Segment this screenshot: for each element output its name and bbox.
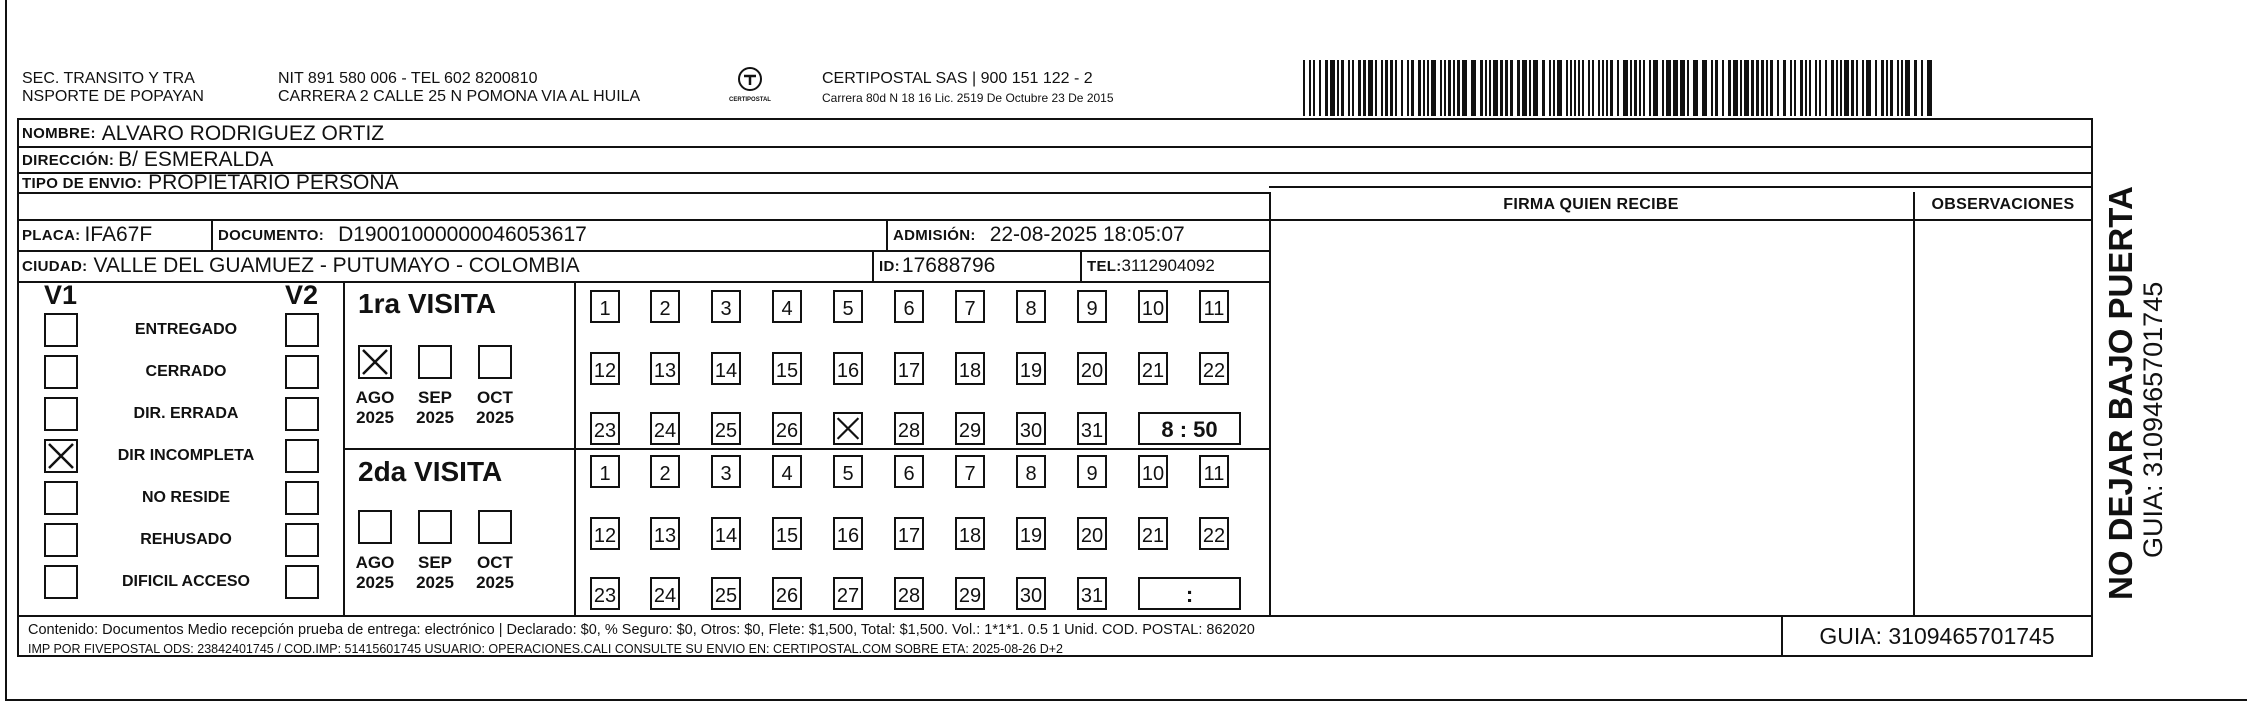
barcode-bar xyxy=(1756,60,1759,116)
tipo-envio-label: TIPO DE ENVIO: xyxy=(22,174,143,192)
barcode-bar xyxy=(1606,60,1608,116)
day-cell[interactable]: 4 xyxy=(772,290,802,323)
direccion-row xyxy=(22,148,273,172)
barcode-bar xyxy=(1411,60,1414,116)
row-divider xyxy=(17,146,2093,148)
day-cell[interactable]: 11 xyxy=(1199,290,1229,323)
v1-label: V1 xyxy=(44,280,78,310)
day-cell[interactable]: 9 xyxy=(1077,455,1107,488)
admision-value: 22-08-2025 18:05:07 xyxy=(989,223,1185,246)
month-name: AGO xyxy=(355,553,395,572)
barcode-bar xyxy=(1901,60,1903,116)
placa-label: PLACA: xyxy=(22,226,81,244)
barcode-bar xyxy=(1566,60,1568,116)
barcode-bar xyxy=(1385,60,1388,116)
company-line1: CERTIPOSTAL SAS | 900 151 122 - 2 xyxy=(822,70,1093,87)
barcode-bar xyxy=(1549,60,1551,116)
barcode-bar xyxy=(1866,60,1871,116)
day-cell[interactable]: 11 xyxy=(1199,455,1229,488)
v2-checkbox[interactable] xyxy=(285,565,319,599)
barcode-bar xyxy=(1500,60,1503,116)
nombre-label: NOMBRE: xyxy=(22,125,96,142)
day-cell[interactable]: 7 xyxy=(955,290,985,323)
barcode-bar xyxy=(1790,60,1792,116)
barcode-bar xyxy=(1890,60,1893,116)
barcode-bar xyxy=(1740,60,1742,116)
month-name: SEP xyxy=(417,553,453,572)
tipo-envio-row xyxy=(22,171,399,194)
barcode-bar xyxy=(1840,60,1842,116)
day-cell[interactable]: 29 xyxy=(955,577,985,610)
month-year: 2025 xyxy=(356,573,394,592)
barcode-bar xyxy=(1341,60,1344,116)
barcode-bar xyxy=(1423,60,1425,116)
barcode-bar xyxy=(1493,60,1498,116)
row-divider xyxy=(1269,186,2093,188)
barcode-bar xyxy=(1715,60,1718,116)
barcode-bar xyxy=(1602,60,1604,116)
day-cell[interactable]: 14 xyxy=(711,517,741,550)
side-guia: GUIA: 3109465701745 xyxy=(2138,281,2168,558)
day-cell[interactable]: 22 xyxy=(1199,352,1229,385)
v1-checkbox[interactable] xyxy=(44,565,78,599)
day-cell[interactable]: 23 xyxy=(590,412,620,445)
barcode-bar xyxy=(1368,60,1373,116)
barcode-bar xyxy=(1630,60,1632,116)
day-cell[interactable]: 4 xyxy=(772,455,802,488)
barcode-bar xyxy=(1517,60,1520,116)
v2-checkbox[interactable] xyxy=(285,397,319,431)
id-value: 17688796 xyxy=(901,254,996,277)
ciudad-row xyxy=(22,251,580,281)
day-cell[interactable]: 31 xyxy=(1077,577,1107,610)
day-cell[interactable]: 25 xyxy=(711,412,741,445)
barcode-bar xyxy=(1897,60,1899,116)
barcode-bar xyxy=(1407,60,1409,116)
day-cell[interactable]: 18 xyxy=(955,517,985,550)
placa-value: IFA67F xyxy=(84,223,153,246)
barcode-bar xyxy=(1766,60,1768,116)
month-label xyxy=(348,553,402,593)
day-cell[interactable]: 14 xyxy=(711,352,741,385)
visita2-title: 2da VISITA xyxy=(358,456,503,487)
barcode-bar xyxy=(1522,60,1527,116)
v1-checkbox[interactable] xyxy=(44,355,78,389)
logo-text: CERTIPOSTAL xyxy=(729,97,771,103)
nombre-row xyxy=(22,121,384,146)
col-divider xyxy=(1080,250,1082,281)
barcode-bar xyxy=(1553,60,1555,116)
barcode-bar xyxy=(1330,60,1335,116)
firma-label: FIRMA QUIEN RECIBE xyxy=(1503,196,1679,213)
visita1-title: 1ra VISITA xyxy=(358,288,496,319)
month-checkbox[interactable] xyxy=(358,510,392,544)
barcode xyxy=(1303,60,1935,116)
barcode-bar xyxy=(1427,60,1429,116)
day-cell[interactable]: 19 xyxy=(1016,352,1046,385)
time-box[interactable]: 8 : 50 xyxy=(1138,412,1241,445)
logo-icon xyxy=(737,66,763,92)
barcode-bar xyxy=(1390,60,1393,116)
day-cell[interactable]: 10 xyxy=(1138,455,1168,488)
barcode-bar xyxy=(1617,60,1619,116)
ciudad-label: CIUDAD: xyxy=(22,257,88,275)
barcode-bar xyxy=(1325,60,1328,116)
barcode-bar xyxy=(1319,60,1321,116)
tel-label: TEL: xyxy=(1087,257,1122,275)
barcode-bar xyxy=(1886,60,1888,116)
barcode-bar xyxy=(1574,60,1576,116)
ciudad-value: VALLE DEL GUAMUEZ - PUTUMAYO - COLOMBIA xyxy=(93,254,580,277)
nit-line2: CARRERA 2 CALLE 25 N POMONA VIA AL HUILA xyxy=(278,88,641,105)
day-cell[interactable]: 3 xyxy=(711,455,741,488)
day-cell[interactable]: 2 xyxy=(650,455,680,488)
status-label: DIR INCOMPLETA xyxy=(117,447,255,464)
barcode-bar xyxy=(1831,60,1834,116)
day-cell[interactable]: 12 xyxy=(590,517,620,550)
status-label: ENTREGADO xyxy=(134,321,238,338)
barcode-bar xyxy=(1643,60,1645,116)
barcode-bar xyxy=(1653,60,1658,116)
day-cell[interactable]: 15 xyxy=(772,352,802,385)
footer-guia: GUIA: 3109465701745 xyxy=(1819,623,2055,649)
month-name: SEP xyxy=(417,388,453,407)
status-label: DIR. ERRADA xyxy=(133,405,239,422)
day-cell[interactable]: 28 xyxy=(894,412,924,445)
barcode-bar xyxy=(1431,60,1436,116)
barcode-bar xyxy=(1927,60,1932,116)
day-cell[interactable]: 20 xyxy=(1077,517,1107,550)
barcode-bar xyxy=(1582,60,1584,116)
v2-checkbox[interactable] xyxy=(285,355,319,389)
col-divider xyxy=(1269,192,1271,615)
nombre-value: ALVARO RODRIGUEZ ORTIZ xyxy=(101,121,385,145)
page-left-border xyxy=(5,0,7,700)
barcode-bar xyxy=(1313,60,1315,116)
day-cell[interactable]: 31 xyxy=(1077,412,1107,445)
barcode-bar xyxy=(1610,60,1613,116)
day-cell[interactable]: 1 xyxy=(590,290,620,323)
sender-line1: SEC. TRANSITO Y TRA xyxy=(22,70,195,87)
barcode-bar xyxy=(1634,60,1637,116)
barcode-bar xyxy=(1480,60,1483,116)
month-checkbox[interactable] xyxy=(418,510,452,544)
admision-label: ADMISIÓN: xyxy=(893,226,976,244)
barcode-bar xyxy=(1921,60,1923,116)
day-cell[interactable]: 23 xyxy=(590,577,620,610)
month-checkbox[interactable] xyxy=(418,345,452,379)
barcode-bar xyxy=(1875,60,1877,116)
v2-checkbox[interactable] xyxy=(285,439,319,473)
barcode-bar xyxy=(1510,60,1513,116)
barcode-bar xyxy=(1794,60,1796,116)
barcode-bar xyxy=(1462,60,1467,116)
barcode-bar xyxy=(1761,60,1764,116)
barcode-bar xyxy=(1862,60,1864,116)
day-cell[interactable]: 20 xyxy=(1077,352,1107,385)
footer-line2: IMP POR FIVEPOSTAL ODS: 23842401745 / COD.IMP: 51415601745 USUARIO: OPERACIONES.CALI CONSULTE SU ENVIO EN: CERTIPOSTAL.COM SOBRE ETA: 2025-08-26 D+2 xyxy=(28,642,1063,656)
day-cell[interactable]: 24 xyxy=(650,577,680,610)
v1-checkbox[interactable] xyxy=(44,523,78,557)
barcode-bar xyxy=(1693,60,1698,116)
month-year: 2025 xyxy=(476,573,514,592)
barcode-bar xyxy=(1711,60,1713,116)
v2-checkbox[interactable] xyxy=(285,481,319,515)
barcode-bar xyxy=(1533,60,1538,116)
month-label xyxy=(468,388,522,428)
barcode-bar xyxy=(1471,60,1476,116)
day-cell[interactable]: 24 xyxy=(650,412,680,445)
documento-label: DOCUMENTO: xyxy=(218,226,325,244)
status-label: DIFICIL ACCESO xyxy=(121,573,250,590)
day-cell[interactable]: 10 xyxy=(1138,290,1168,323)
month-name: OCT xyxy=(477,388,513,407)
col-divider xyxy=(1913,192,1915,615)
month-name: AGO xyxy=(355,388,395,407)
barcode-bar xyxy=(1457,60,1460,116)
barcode-bar xyxy=(1844,60,1849,116)
barcode-bar xyxy=(1673,60,1678,116)
day-cell[interactable]: 28 xyxy=(894,577,924,610)
side-warning: NO DEJAR BAJO PUERTA xyxy=(2102,186,2139,600)
observaciones-label: OBSERVACIONES xyxy=(1931,196,2075,213)
barcode-bar xyxy=(1881,60,1884,116)
barcode-bar xyxy=(1800,60,1803,116)
v1-checkbox[interactable] xyxy=(44,313,78,347)
status-label: CERRADO xyxy=(145,363,227,380)
status-label: NO RESIDE xyxy=(141,489,230,506)
barcode-bar xyxy=(1395,60,1397,116)
day-cell[interactable]: 3 xyxy=(711,290,741,323)
barcode-bar xyxy=(1358,60,1361,116)
barcode-bar xyxy=(1418,60,1421,116)
barcode-bar xyxy=(1337,60,1339,116)
day-cell[interactable]: 17 xyxy=(894,517,924,550)
time-box[interactable]: : xyxy=(1138,577,1241,610)
col-divider xyxy=(211,219,213,250)
barcode-bar xyxy=(1401,60,1403,116)
month-label xyxy=(348,388,402,428)
day-cell[interactable]: 12 xyxy=(590,352,620,385)
month-label xyxy=(408,388,462,428)
day-cell[interactable]: 21 xyxy=(1138,517,1168,550)
barcode-bar xyxy=(1722,60,1724,116)
barcode-bar xyxy=(1819,60,1821,116)
day-cell[interactable]: 6 xyxy=(894,290,924,323)
barcode-bar xyxy=(1363,60,1366,116)
admision-row xyxy=(893,220,1185,250)
day-cell[interactable]: 7 xyxy=(955,455,985,488)
barcode-bar xyxy=(1592,60,1594,116)
month-year: 2025 xyxy=(356,408,394,427)
day-cell[interactable] xyxy=(833,412,863,445)
day-cell[interactable]: 19 xyxy=(1016,517,1046,550)
barcode-bar xyxy=(1777,60,1779,116)
month-checkbox[interactable] xyxy=(478,510,512,544)
row-divider xyxy=(343,448,1269,450)
day-cell[interactable]: 29 xyxy=(955,412,985,445)
barcode-bar xyxy=(1856,60,1858,116)
v2-checkbox[interactable] xyxy=(285,313,319,347)
day-cell[interactable]: 26 xyxy=(772,577,802,610)
barcode-bar xyxy=(1570,60,1572,116)
barcode-bar xyxy=(1702,60,1707,116)
month-name: OCT xyxy=(477,553,513,572)
day-cell[interactable]: 22 xyxy=(1199,517,1229,550)
col-divider xyxy=(886,219,888,250)
barcode-bar xyxy=(1770,60,1773,116)
col-divider xyxy=(872,250,874,281)
barcode-bar xyxy=(1588,60,1590,116)
id-label: ID: xyxy=(879,257,900,275)
day-cell[interactable]: 2 xyxy=(650,290,680,323)
company-line2: Carrera 80d N 18 16 Lic. 2519 De Octubre 23 De 2015 xyxy=(822,91,1114,105)
month-checkbox[interactable] xyxy=(358,345,392,379)
barcode-bar xyxy=(1905,60,1910,116)
barcode-bar xyxy=(1744,60,1749,116)
day-cell[interactable]: 30 xyxy=(1016,577,1046,610)
barcode-bar xyxy=(1649,60,1651,116)
barcode-bar xyxy=(1680,60,1685,116)
barcode-bar xyxy=(1805,60,1807,116)
barcode-bar xyxy=(1662,60,1664,116)
footer-line1: Contenido: Documentos Medio recepción prueba de entrega: electrónico | Declarado: $0, % Seguro: $0, Otros: $0, Flete: $1,500, Total: $1,500. Vol.: 1*1*1. 0.5 1 Unid. COD. POSTAL: 862020 xyxy=(28,622,1255,638)
month-label xyxy=(408,553,462,593)
day-cell[interactable]: 18 xyxy=(955,352,985,385)
day-cell[interactable]: 21 xyxy=(1138,352,1168,385)
row-divider xyxy=(17,281,1269,283)
company-logo xyxy=(725,66,775,103)
day-cell[interactable]: 16 xyxy=(833,517,863,550)
day-cell[interactable]: 5 xyxy=(833,455,863,488)
barcode-bar xyxy=(1623,60,1628,116)
day-cell[interactable]: 25 xyxy=(711,577,741,610)
barcode-bar xyxy=(1687,60,1689,116)
day-cell[interactable]: 13 xyxy=(650,517,680,550)
day-cell[interactable]: 8 xyxy=(1016,455,1046,488)
day-cell[interactable]: 26 xyxy=(772,412,802,445)
tipo-envio-value: PROPIETARIO PERSONA xyxy=(148,171,399,194)
barcode-bar xyxy=(1666,60,1671,116)
day-cell[interactable]: 17 xyxy=(894,352,924,385)
barcode-bar xyxy=(1836,60,1838,116)
barcode-bar xyxy=(1348,60,1350,116)
day-cell[interactable]: 8 xyxy=(1016,290,1046,323)
tel-value: 3112904092 xyxy=(1121,256,1215,275)
barcode-bar xyxy=(1815,60,1817,116)
barcode-bar xyxy=(1448,60,1451,116)
barcode-bar xyxy=(1453,60,1455,116)
day-cell[interactable]: 16 xyxy=(833,352,863,385)
barcode-bar xyxy=(1809,60,1811,116)
barcode-bar xyxy=(1444,60,1446,116)
sender-line2: NSPORTE DE POPAYAN xyxy=(22,88,204,105)
barcode-bar xyxy=(1598,60,1600,116)
direccion-label: DIRECCIÓN: xyxy=(22,151,115,169)
barcode-bar xyxy=(1375,60,1377,116)
day-cell[interactable]: 13 xyxy=(650,352,680,385)
page-bottom-border xyxy=(5,699,2247,701)
day-cell[interactable]: 1 xyxy=(590,455,620,488)
v1-checkbox[interactable] xyxy=(44,439,78,473)
barcode-bar xyxy=(1914,60,1917,116)
day-cell[interactable]: 9 xyxy=(1077,290,1107,323)
month-year: 2025 xyxy=(416,408,454,427)
day-cell[interactable]: 6 xyxy=(894,455,924,488)
side-text xyxy=(2103,130,2167,600)
barcode-bar xyxy=(1309,60,1311,116)
barcode-bar xyxy=(1440,60,1442,116)
barcode-bar xyxy=(1733,60,1738,116)
documento-value: D19001000000046053617 xyxy=(338,223,587,246)
tel-row xyxy=(1087,251,1215,281)
month-year: 2025 xyxy=(416,573,454,592)
barcode-bar xyxy=(1783,60,1786,116)
day-cell[interactable]: 5 xyxy=(833,290,863,323)
v2-label: V2 xyxy=(285,280,319,310)
id-row xyxy=(879,251,995,281)
barcode-bar xyxy=(1381,60,1383,116)
barcode-bar xyxy=(1529,60,1531,116)
day-cell[interactable]: 27 xyxy=(833,577,863,610)
barcode-bar xyxy=(1489,60,1491,116)
barcode-bar xyxy=(1303,60,1305,116)
barcode-bar xyxy=(1352,60,1354,116)
barcode-bar xyxy=(1578,60,1580,116)
day-cell[interactable]: 15 xyxy=(772,517,802,550)
nit-line1: NIT 891 580 006 - TEL 602 8200810 xyxy=(278,70,538,87)
barcode-bar xyxy=(1851,60,1854,116)
v2-checkbox[interactable] xyxy=(285,523,319,557)
month-checkbox[interactable] xyxy=(478,345,512,379)
v1-checkbox[interactable] xyxy=(44,481,78,515)
barcode-bar xyxy=(1542,60,1545,116)
month-label xyxy=(468,553,522,593)
v1-checkbox[interactable] xyxy=(44,397,78,431)
barcode-bar xyxy=(1825,60,1827,116)
barcode-bar xyxy=(1485,60,1487,116)
barcode-bar xyxy=(1728,60,1731,116)
placa-row xyxy=(22,220,152,250)
documento-row xyxy=(218,220,587,250)
status-label: REHUSADO xyxy=(140,531,232,548)
direccion-value: B/ ESMERALDA xyxy=(118,148,274,171)
barcode-bar xyxy=(1557,60,1562,116)
barcode-bar xyxy=(1751,60,1754,116)
barcode-bar xyxy=(1639,60,1641,116)
month-year: 2025 xyxy=(476,408,514,427)
barcode-bar xyxy=(1505,60,1508,116)
day-cell[interactable]: 30 xyxy=(1016,412,1046,445)
